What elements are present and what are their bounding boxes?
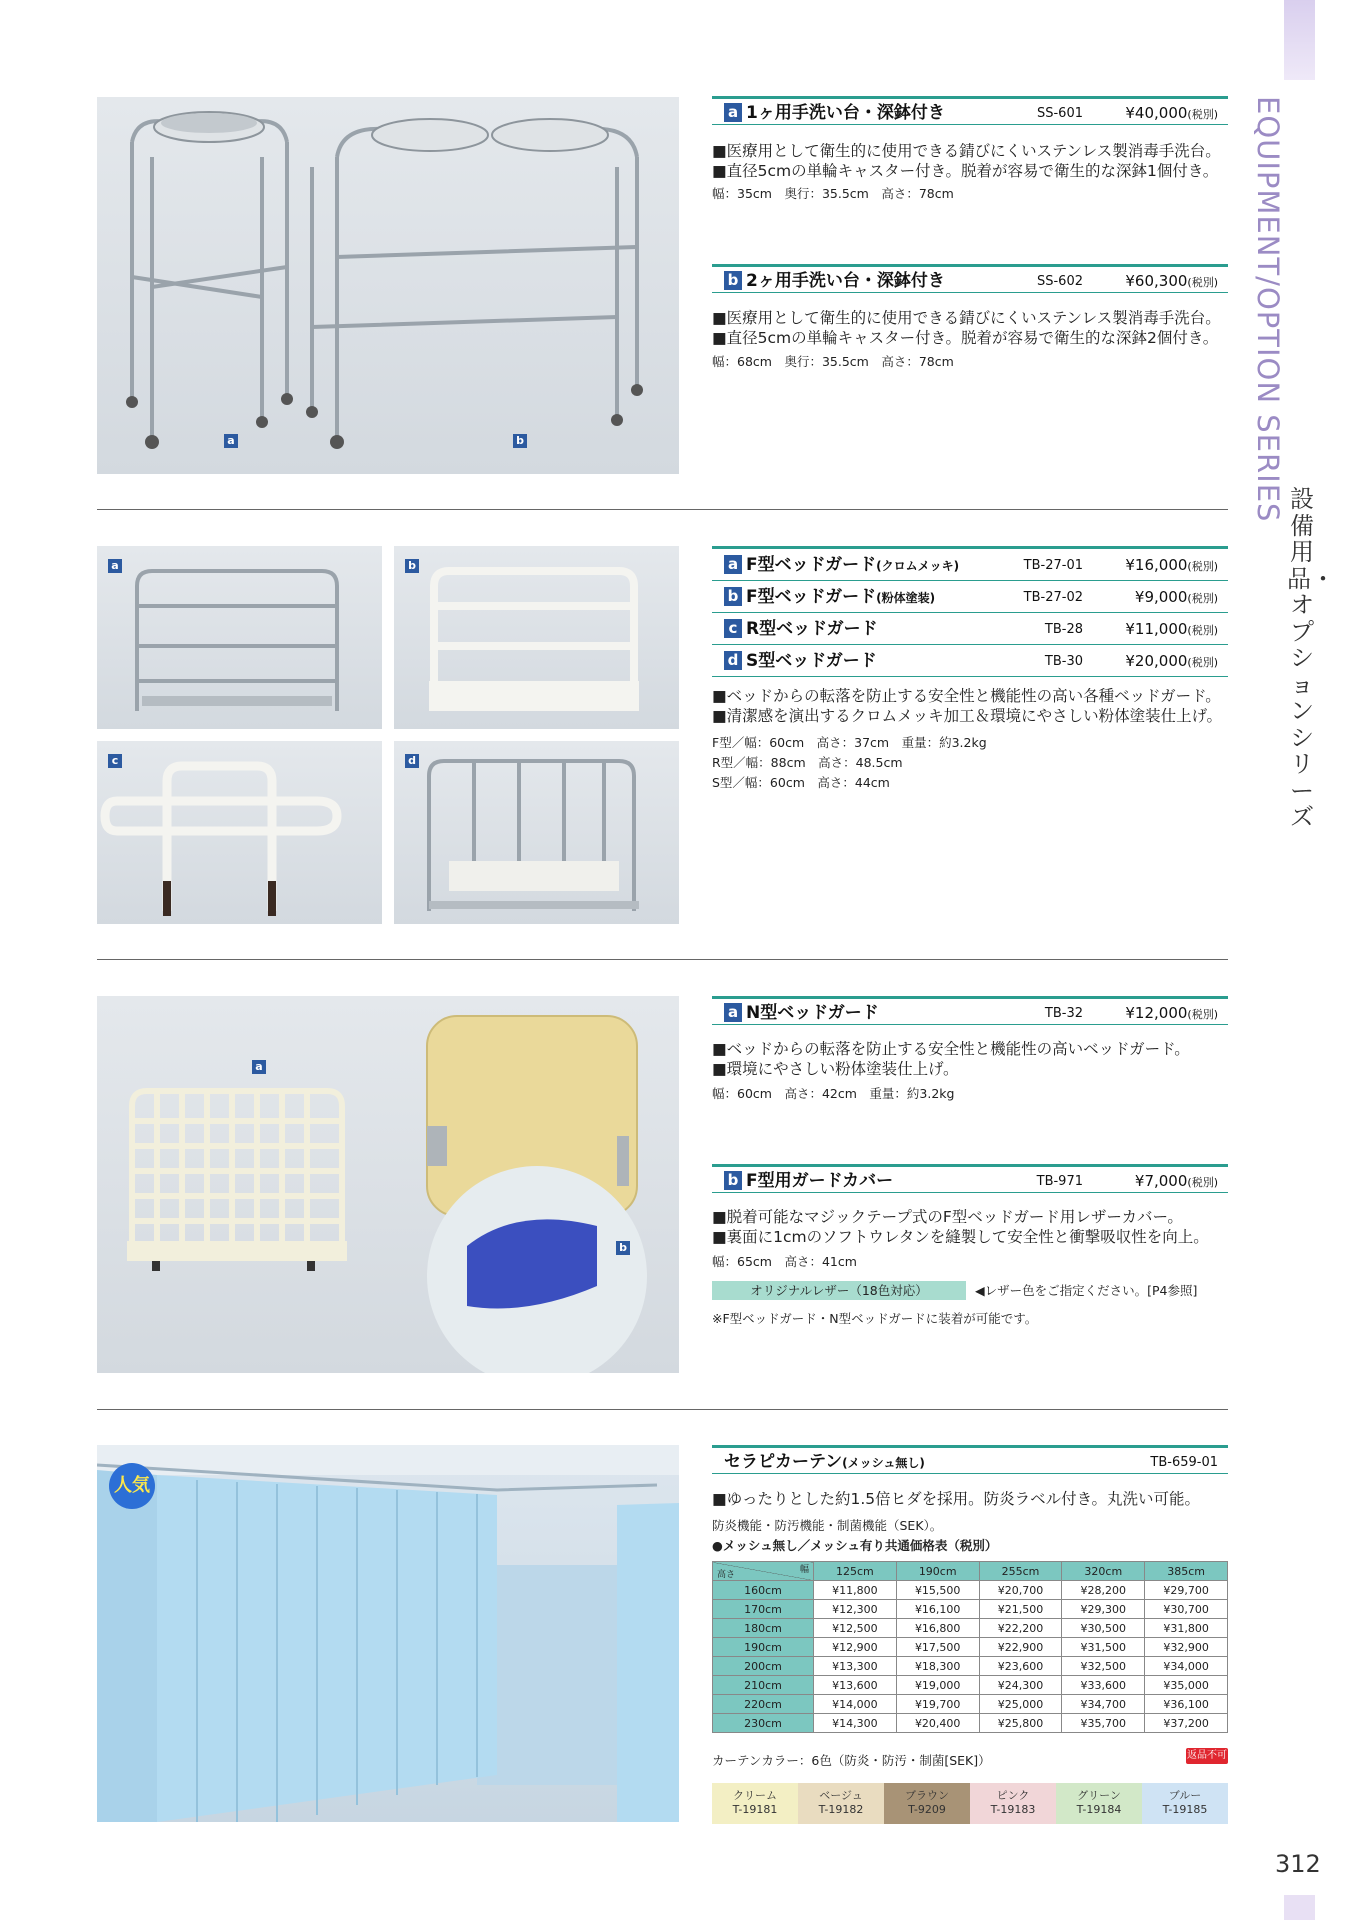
price-cell: ¥16,100: [896, 1600, 979, 1619]
product-price: ¥16,000(税別): [1125, 556, 1218, 574]
price-cell: ¥14,300: [814, 1714, 897, 1733]
product-spec: 幅：68cm 奥行：35.5cm 高さ：78cm: [712, 354, 954, 369]
price-cell: ¥35,700: [1062, 1714, 1145, 1733]
side-tab-accent: [1284, 0, 1315, 80]
table-row: [713, 1657, 1228, 1676]
popular-badge: 人気: [109, 1463, 155, 1509]
table-row: [713, 1638, 1228, 1657]
product-heading-ss-602: [712, 264, 1228, 295]
price-cell: ¥37,200: [1145, 1714, 1228, 1733]
product-description: ■医療用として衛生的に使用できる錆びにくいステンレス製消毒手洗台。 ■直径5cmの単輪キャスター付き。脱着が容易で衛生的な深鉢1個付き。: [712, 142, 1221, 180]
section-divider: [97, 1409, 1228, 1410]
compat-note: ※F型ベッドガード・N型ベッドガードに装着が可能です。: [712, 1311, 1038, 1326]
price-cell: ¥21,500: [979, 1600, 1062, 1619]
height-cell: 210cm: [713, 1676, 814, 1695]
product-code: TB-32: [1044, 1006, 1083, 1021]
product-letter: b: [724, 587, 742, 606]
product-price: ¥11,000(税別): [1125, 620, 1218, 638]
table-header-row: [713, 1562, 1228, 1581]
price-cell: ¥12,500: [814, 1619, 897, 1638]
bed-guard-b-photo: [394, 546, 679, 729]
color-swatch: [712, 1783, 798, 1824]
product-description: ■ベッドからの転落を防止する安全性と機能性の高い各種ベッドガード。 ■清潔感を演出するクロムメッキ加工＆環境にやさしい粉体塗装仕上げ。: [712, 687, 1223, 725]
product-heading-tb-971: [712, 1164, 1228, 1195]
price-cell: ¥13,600: [814, 1676, 897, 1695]
product-letter: c: [724, 619, 742, 638]
product-heading-tb-659-01: [712, 1445, 1228, 1476]
product-specs: F型／幅：60cm 高さ：37cm 重量：約3.2kg R型／幅：88cm 高さ：48.5cm S型／幅：60cm 高さ：44cm: [712, 735, 987, 790]
color-name: ピンク: [996, 1789, 1030, 1802]
price-cell: ¥31,500: [1062, 1638, 1145, 1657]
price-cell: ¥13,300: [814, 1657, 897, 1676]
price-cell: ¥29,300: [1062, 1600, 1145, 1619]
photo-label-b: b: [405, 559, 419, 573]
product-letter: d: [724, 651, 742, 670]
width-header: 385cm: [1145, 1562, 1228, 1581]
color-name: ベージュ: [819, 1789, 863, 1802]
color-name: クリーム: [733, 1789, 777, 1802]
price-cell: ¥18,300: [896, 1657, 979, 1676]
product-description: ■ベッドからの転落を防止する安全性と機能性の高いベッドガード。 ■環境にやさしい粉体塗装仕上げ。: [712, 1040, 1190, 1078]
price-cell: ¥22,200: [979, 1619, 1062, 1638]
price-cell: ¥15,500: [896, 1581, 979, 1600]
price-cell: ¥30,700: [1145, 1600, 1228, 1619]
product-code: TB-659-01: [1150, 1455, 1218, 1470]
price-cell: ¥30,500: [1062, 1619, 1145, 1638]
price-cell: ¥34,000: [1145, 1657, 1228, 1676]
table-row: [713, 1695, 1228, 1714]
product-row-tb-27-01: [712, 549, 1228, 581]
width-header: 320cm: [1062, 1562, 1145, 1581]
leather-note: ◀レザー色をご指定ください。[P4参照]: [975, 1283, 1198, 1298]
price-cell: ¥32,500: [1062, 1657, 1145, 1676]
price-cell: ¥12,300: [814, 1600, 897, 1619]
product-price: ¥40,000(税別): [1125, 104, 1218, 122]
color-code: T-19183: [990, 1803, 1036, 1816]
price-cell: ¥22,900: [979, 1638, 1062, 1657]
side-tab-accent-bottom: [1284, 1895, 1315, 1920]
product-letter: b: [724, 271, 742, 290]
product-name: F型用ガードカバー: [746, 1171, 894, 1191]
product-row-tb-27-02: [712, 581, 1228, 613]
bed-guard-a-photo: [97, 546, 382, 729]
product-code: TB-27-02: [1023, 590, 1083, 605]
curtain-photo: [97, 1445, 679, 1822]
width-header: 255cm: [979, 1562, 1062, 1581]
photo-label-a: a: [224, 434, 238, 448]
price-cell: ¥20,400: [896, 1714, 979, 1733]
product-name: N型ベッドガード: [746, 1003, 879, 1023]
product-heading-ss-601: [712, 96, 1228, 127]
product-letter: a: [724, 1003, 742, 1022]
color-swatch: [1142, 1783, 1228, 1824]
product-name: セラピカーテン(メッシュ無し): [724, 1452, 925, 1472]
height-cell: 160cm: [713, 1581, 814, 1600]
page-number: 312: [1275, 1850, 1321, 1878]
color-name: グリーン: [1077, 1789, 1121, 1802]
product-price: ¥60,300(税別): [1125, 272, 1218, 290]
table-row: [713, 1676, 1228, 1695]
price-cell: ¥34,700: [1062, 1695, 1145, 1714]
price-cell: ¥19,000: [896, 1676, 979, 1695]
price-table-title: ●メッシュ無し／メッシュ有り共通価格表（税別）: [712, 1538, 998, 1553]
curtain-colors-title: カーテンカラー：6色（防炎・防汚・制菌[SEK]）: [712, 1753, 991, 1768]
price-cell: ¥11,800: [814, 1581, 897, 1600]
section-divider: [97, 959, 1228, 960]
height-cell: 220cm: [713, 1695, 814, 1714]
color-code: T-9209: [908, 1803, 946, 1816]
bed-guard-d-photo: [394, 741, 679, 924]
price-cell: ¥33,600: [1062, 1676, 1145, 1695]
product-functions: 防炎機能・防汚機能・制菌機能（SEK）。: [712, 1518, 943, 1533]
photo-label-a: a: [108, 559, 122, 573]
price-cell: ¥29,700: [1145, 1581, 1228, 1600]
color-code: T-19185: [1162, 1803, 1208, 1816]
height-cell: 230cm: [713, 1714, 814, 1733]
price-cell: ¥24,300: [979, 1676, 1062, 1695]
product-letter: b: [724, 1171, 742, 1190]
price-cell: ¥25,800: [979, 1714, 1062, 1733]
price-cell: ¥19,700: [896, 1695, 979, 1714]
price-cell: ¥25,000: [979, 1695, 1062, 1714]
bed-guard-c-photo: [97, 741, 382, 924]
price-cell: ¥14,000: [814, 1695, 897, 1714]
product-row-tb-30: [712, 645, 1228, 677]
product-code: TB-28: [1044, 622, 1083, 637]
price-cell: ¥36,100: [1145, 1695, 1228, 1714]
width-header: 125cm: [814, 1562, 897, 1581]
product-code: TB-971: [1036, 1174, 1083, 1189]
price-cell: ¥12,900: [814, 1638, 897, 1657]
table-row: [713, 1600, 1228, 1619]
product-description: ■脱着可能なマジックテープ式のF型ベッドガード用レザーカバー。 ■裏面に1cmのソフトウレタンを縫製して安全性と衝撃吸収性を向上。: [712, 1208, 1209, 1246]
color-code: T-19182: [818, 1803, 864, 1816]
photo-label-a: a: [252, 1060, 266, 1074]
product-letter: a: [724, 103, 742, 122]
price-cell: ¥32,900: [1145, 1638, 1228, 1657]
price-cell: ¥17,500: [896, 1638, 979, 1657]
product-code: TB-27-01: [1023, 558, 1083, 573]
table-corner: 幅 高さ: [713, 1562, 814, 1581]
photo-label-b: b: [616, 1241, 630, 1255]
product-name: 2ヶ用手洗い台・深鉢付き: [746, 271, 945, 291]
photo-label-d: d: [405, 754, 419, 768]
product-code: SS-602: [1036, 274, 1083, 289]
product-heading-tb-32: [712, 996, 1228, 1027]
product-code: TB-30: [1044, 654, 1083, 669]
n-type-bed-guard-photo: [97, 996, 679, 1373]
product-price: ¥20,000(税別): [1125, 652, 1218, 670]
product-heading-list: [712, 546, 1228, 677]
product-price: ¥12,000(税別): [1125, 1004, 1218, 1022]
price-cell: ¥35,000: [1145, 1676, 1228, 1695]
side-title-english: EQUIPMENT/OPTION SERIES: [1251, 96, 1285, 523]
hand-wash-stand-photo: [97, 97, 679, 474]
photo-label-c: c: [108, 754, 122, 768]
product-description: ■ゆったりとした約1.5倍ヒダを採用。防炎ラベル付き。丸洗い可能。: [712, 1490, 1201, 1508]
price-cell: ¥28,200: [1062, 1581, 1145, 1600]
section-divider: [97, 509, 1228, 510]
price-cell: ¥23,600: [979, 1657, 1062, 1676]
price-cell: ¥16,800: [896, 1619, 979, 1638]
price-cell: ¥20,700: [979, 1581, 1062, 1600]
product-name: S型ベッドガード: [746, 651, 877, 671]
table-row: [713, 1619, 1228, 1638]
product-code: SS-601: [1036, 106, 1083, 121]
height-cell: 190cm: [713, 1638, 814, 1657]
color-swatch: [884, 1783, 970, 1824]
color-name: ブラウン: [905, 1789, 949, 1802]
table-row: [713, 1714, 1228, 1733]
product-spec: 幅：60cm 高さ：42cm 重量：約3.2kg: [712, 1086, 955, 1101]
photo-label-b: b: [513, 434, 527, 448]
side-title-japanese: 設備用品・オプションシリーズ: [1287, 485, 1335, 831]
color-swatch: [1056, 1783, 1142, 1824]
product-description: ■医療用として衛生的に使用できる錆びにくいステンレス製消毒手洗台。 ■直径5cmの単輪キャスター付き。脱着が容易で衛生的な深鉢2個付き。: [712, 309, 1221, 347]
height-cell: 200cm: [713, 1657, 814, 1676]
color-name: ブルー: [1168, 1789, 1202, 1802]
product-name: F型ベッドガード(粉体塗装): [746, 587, 936, 607]
product-name: F型ベッドガード(クロムメッキ): [746, 555, 960, 575]
product-spec: 幅：65cm 高さ：41cm: [712, 1254, 857, 1269]
color-swatch: [970, 1783, 1056, 1824]
price-table: [712, 1561, 1228, 1733]
product-row-tb-28: [712, 613, 1228, 645]
height-cell: 170cm: [713, 1600, 814, 1619]
color-code: T-19184: [1076, 1803, 1122, 1816]
product-spec: 幅：35cm 奥行：35.5cm 高さ：78cm: [712, 186, 954, 201]
product-letter: a: [724, 555, 742, 574]
color-code: T-19181: [732, 1803, 778, 1816]
leather-badge: オリジナルレザー（18色対応）: [712, 1281, 966, 1300]
color-swatch: [798, 1783, 884, 1824]
height-cell: 180cm: [713, 1619, 814, 1638]
product-name: R型ベッドガード: [746, 619, 878, 639]
product-price: ¥7,000(税別): [1134, 1172, 1218, 1190]
product-name: 1ヶ用手洗い台・深鉢付き: [746, 103, 945, 123]
product-price: ¥9,000(税別): [1134, 588, 1218, 606]
no-return-badge: 返品不可: [1186, 1748, 1228, 1764]
width-header: 190cm: [896, 1562, 979, 1581]
price-cell: ¥31,800: [1145, 1619, 1228, 1638]
table-row: [713, 1581, 1228, 1600]
